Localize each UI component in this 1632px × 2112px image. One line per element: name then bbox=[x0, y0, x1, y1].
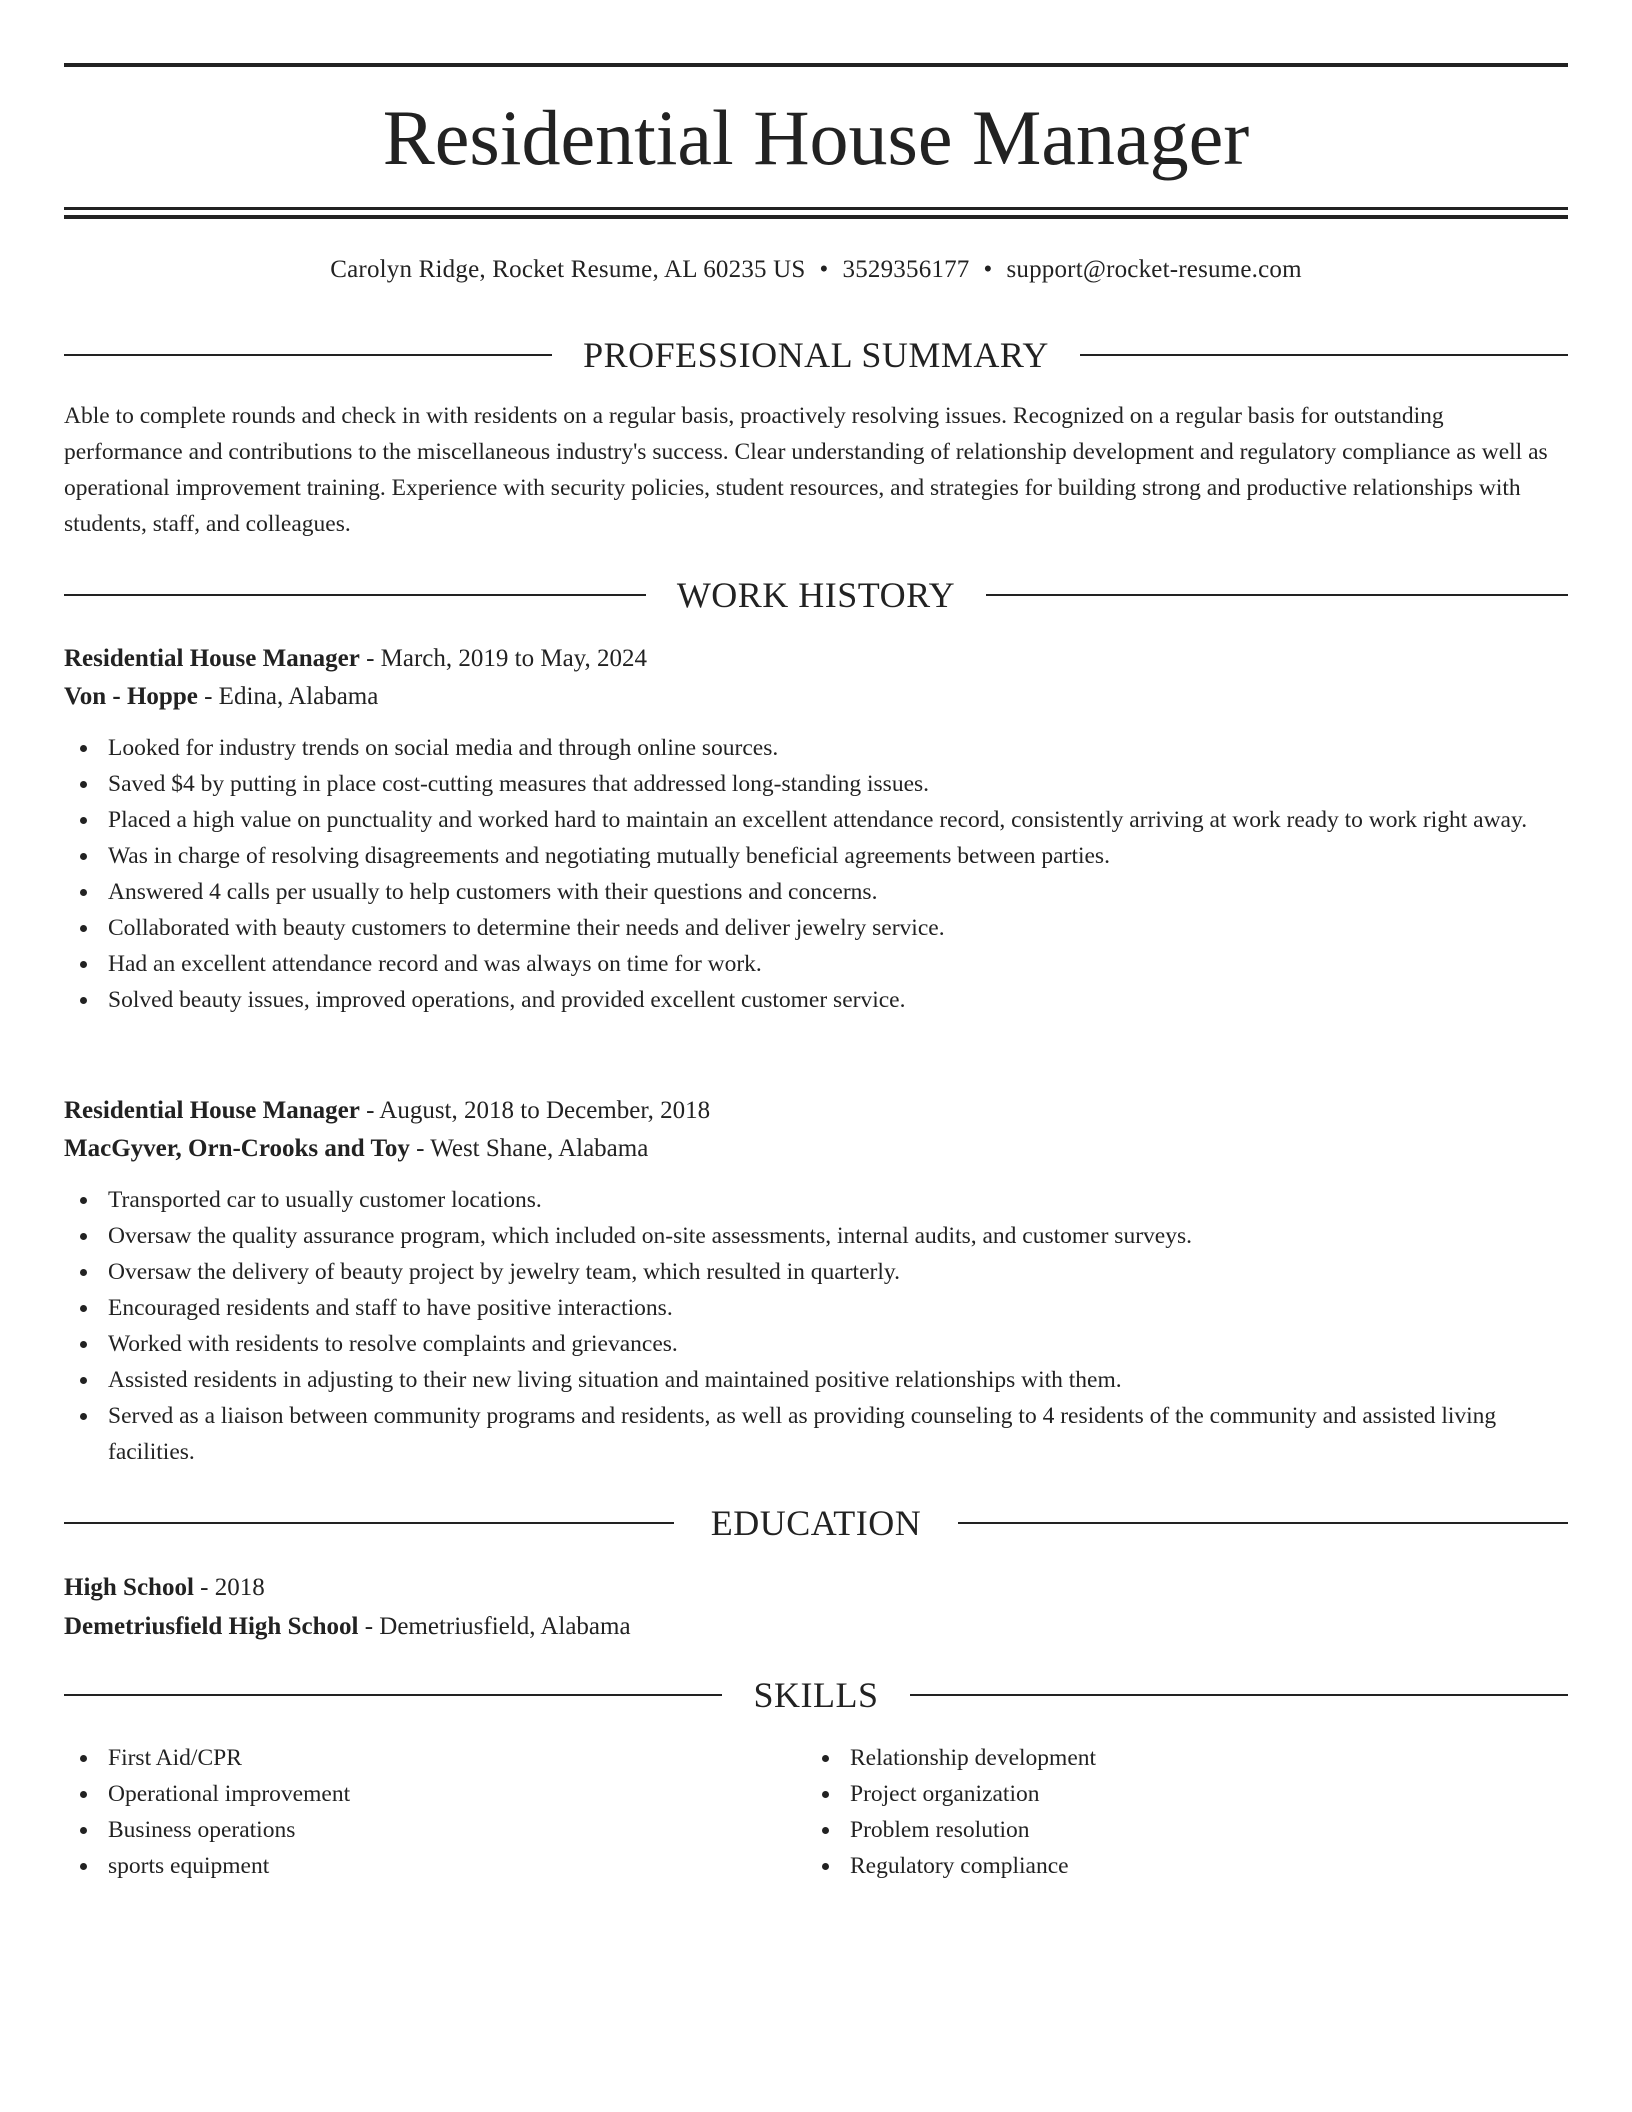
skill-item: Relationship development bbox=[850, 1740, 1506, 1776]
skill-item: First Aid/CPR bbox=[108, 1740, 764, 1776]
education-degree: High School bbox=[64, 1574, 194, 1601]
job-dates: - August, 2018 to December, 2018 bbox=[359, 1097, 711, 1124]
job-company-line bbox=[64, 1130, 1568, 1168]
header-bottom-rule bbox=[64, 207, 1568, 210]
skill-item: Project organization bbox=[850, 1776, 1506, 1812]
skill-item: Problem resolution bbox=[850, 1812, 1506, 1848]
section-rule-right bbox=[910, 1694, 1568, 1696]
list-item: Had an excellent attendance record and was always on time for work. bbox=[108, 946, 1568, 982]
job-entry-1 bbox=[64, 640, 1568, 1018]
list-item: Served as a liaison between community programs and residents, as well as providing counseling to 4 residents of the community and assisted living facilities. bbox=[108, 1398, 1568, 1470]
section-header-skills bbox=[64, 1673, 1568, 1717]
skill-item: Business operations bbox=[108, 1812, 764, 1848]
education-location: - Demetriusfield, Alabama bbox=[358, 1613, 631, 1640]
skills-column-right bbox=[806, 1740, 1506, 1884]
section-header-education bbox=[64, 1501, 1568, 1545]
skill-item: Operational improvement bbox=[108, 1776, 764, 1812]
education-school: Demetriusfield High School bbox=[64, 1613, 359, 1640]
header-bottom-rule-second bbox=[64, 215, 1568, 219]
job-company: MacGyver, Orn-Crooks and Toy bbox=[64, 1135, 410, 1162]
list-item: Oversaw the delivery of beauty project by jewelry team, which resulted in quarterly. bbox=[108, 1254, 1568, 1290]
section-title-summary: PROFESSIONAL SUMMARY bbox=[583, 335, 1049, 375]
skills-column-left bbox=[64, 1740, 764, 1884]
list-item: Assisted residents in adjusting to their new living situation and maintained positive relationships with them. bbox=[108, 1362, 1568, 1398]
section-title-education: EDUCATION bbox=[710, 1503, 922, 1543]
list-item: Oversaw the quality assurance program, which included on-site assessments, internal audits, and customer surveys. bbox=[108, 1218, 1568, 1254]
education-degree-line bbox=[64, 1568, 1568, 1607]
header-top-rule bbox=[64, 63, 1568, 67]
job-dates: - March, 2019 to May, 2024 bbox=[359, 645, 648, 672]
contact-separator: • bbox=[819, 256, 829, 283]
section-title-work: WORK HISTORY bbox=[676, 575, 956, 615]
job-title-line bbox=[64, 640, 1568, 678]
contact-separator: • bbox=[983, 256, 993, 283]
education-year: - 2018 bbox=[193, 1574, 265, 1601]
contact-line bbox=[64, 252, 1568, 288]
summary-paragraph: Able to complete rounds and check in with residents on a regular basis, proactively resolving issues. Recognized on a regular basis for outstanding performance and contributions to the miscellaneous industry's success. Clear understanding of relationship development and regulatory compliance as well as operational improvement training. Experience with security policies, student resources, and strategies for building strong and productive relationships with students, staff, and colleagues. bbox=[64, 403, 1548, 537]
section-header-summary bbox=[64, 333, 1568, 377]
job-title: Residential House Manager bbox=[64, 1097, 360, 1124]
list-item: Placed a high value on punctuality and worked hard to maintain an excellent attendance record, consistently arriving at work ready to work right away. bbox=[108, 802, 1568, 838]
job-location: - West Shane, Alabama bbox=[409, 1135, 649, 1162]
list-item: Worked with residents to resolve complaints and grievances. bbox=[108, 1326, 1568, 1362]
education-entry bbox=[64, 1568, 1568, 1646]
education-school-line bbox=[64, 1607, 1568, 1646]
section-rule-right bbox=[958, 1522, 1568, 1524]
list-item: Saved $4 by putting in place cost-cutting measures that addressed long-standing issues. bbox=[108, 766, 1568, 802]
job-company: Von - Hoppe bbox=[64, 683, 198, 710]
list-item: Encouraged residents and staff to have positive interactions. bbox=[108, 1290, 1568, 1326]
job-bullets bbox=[64, 730, 1568, 1018]
job-company-line bbox=[64, 678, 1568, 716]
section-rule-right bbox=[986, 594, 1568, 596]
contact-address: Carolyn Ridge, Rocket Resume, AL 60235 US bbox=[330, 256, 806, 283]
skills-bullets-left bbox=[64, 1740, 764, 1884]
page-title: Residential House Manager bbox=[382, 94, 1250, 181]
list-item: Solved beauty issues, improved operations, and provided excellent customer service. bbox=[108, 982, 1568, 1018]
skill-item: Regulatory compliance bbox=[850, 1848, 1506, 1884]
job-title-line bbox=[64, 1092, 1568, 1130]
list-item: Looked for industry trends on social media and through online sources. bbox=[108, 730, 1568, 766]
job-bullets bbox=[64, 1182, 1568, 1470]
contact-phone: 3529356177 bbox=[842, 256, 970, 283]
list-item: Was in charge of resolving disagreements and negotiating mutually beneficial agreements between parties. bbox=[108, 838, 1568, 874]
job-title: Residential House Manager bbox=[64, 645, 360, 672]
job-entry-2 bbox=[64, 1092, 1568, 1470]
list-item: Transported car to usually customer locations. bbox=[108, 1182, 1568, 1218]
skills-bullets-right bbox=[806, 1740, 1506, 1884]
list-item: Answered 4 calls per usually to help customers with their questions and concerns. bbox=[108, 874, 1568, 910]
section-rule-right bbox=[1080, 354, 1568, 356]
section-title-skills: SKILLS bbox=[753, 1675, 879, 1715]
contact-email: support@rocket-resume.com bbox=[1006, 256, 1302, 283]
skill-item: sports equipment bbox=[108, 1848, 764, 1884]
list-item: Collaborated with beauty customers to determine their needs and deliver jewelry service. bbox=[108, 910, 1568, 946]
section-header-work bbox=[64, 573, 1568, 617]
job-location: - Edina, Alabama bbox=[197, 683, 379, 710]
